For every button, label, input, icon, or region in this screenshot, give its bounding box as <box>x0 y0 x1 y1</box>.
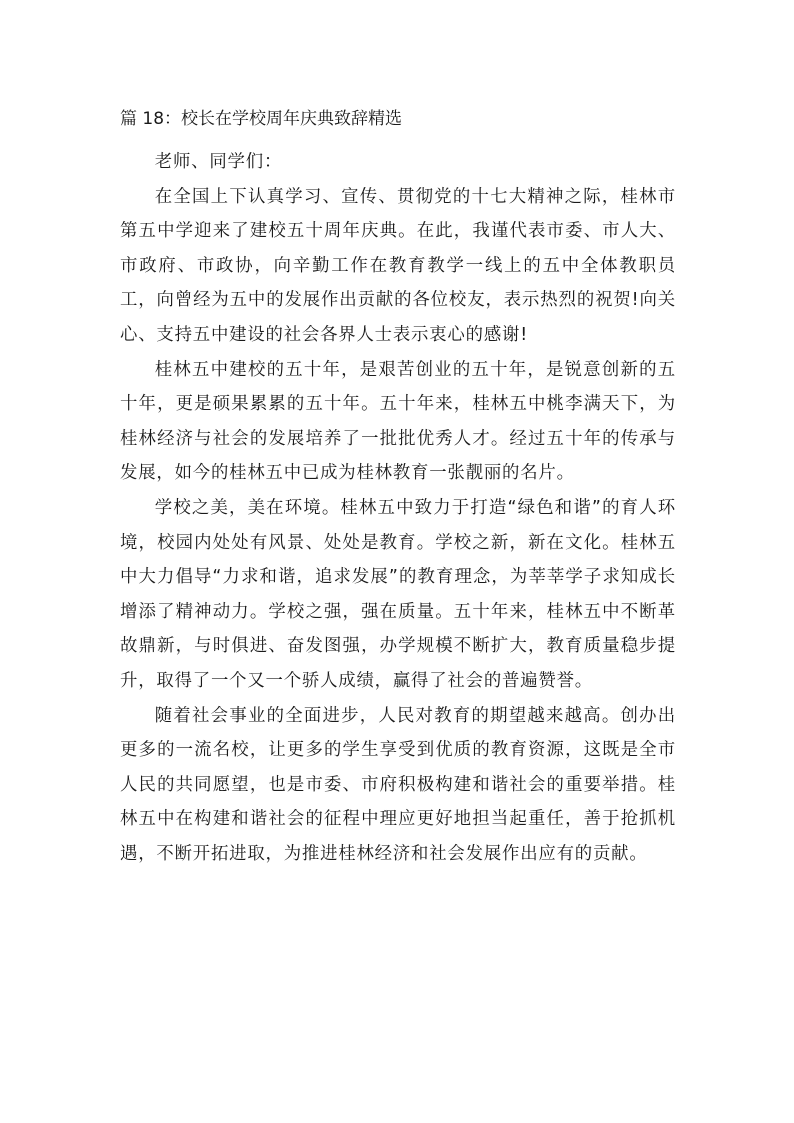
opening-paragraph: 在全国上下认真学习、宣传、贯彻党的十七大精神之际，桂林市第五中学迎来了建校五十周年庆典。在此，我谨代表市委、市人大、市政府、市政协，向辛勤工作在教育教学一线上的五中全体教职员工，向曾经为五中的发展作出贡献的各位校友，表示热烈的祝贺!向关心、支持五中建设的社会各界人士表示衷心的感谢! <box>120 186 676 345</box>
salutation-paragraph: 老师、同学们： <box>154 152 283 172</box>
document-body <box>120 145 676 871</box>
history-paragraph: 桂林五中建校的五十年，是艰苦创业的五十年，是锐意创新的五十年，更是硕果累累的五十年。五十年来，桂林五中桃李满天下，为桂林经济与社会的发展培养了一批批优秀人才。经过五十年的传承与发展，如今的桂林五中已成为桂林教育一张靓丽的名片。 <box>120 359 676 484</box>
document-title: 篇 18：校长在学校周年庆典致辞精选 <box>120 109 403 129</box>
school-features-paragraph: 学校之美，美在环境。桂林五中致力于打造“绿色和谐”的育人环境，校园内处处有风景、处处是教育。学校之新，新在文化。桂林五中大力倡导“力求和谐，追求发展”的教育理念，为莘莘学子求知成长增添了精神动力。学校之强，强在质量。五十年来，桂林五中不断革故鼎新，与时俱进、奋发图强，办学规模不断扩大，教育质量稳步提升，取得了一个又一个骄人成绩，赢得了社会的普遍赞誉。 <box>120 497 676 691</box>
closing-paragraph: 随着社会事业的全面进步，人民对教育的期望越来越高。创办出更多的一流名校，让更多的学生享受到优质的教育资源，这既是全市人民的共同愿望，也是市委、市府积极构建和谐社会的重要举措。桂林五中在构建和谐社会的征程中理应更好地担当起重任，善于抢抓机遇，不断开拓进取，为推进桂林经济和社会发展作出应有的贡献。 <box>120 705 676 864</box>
